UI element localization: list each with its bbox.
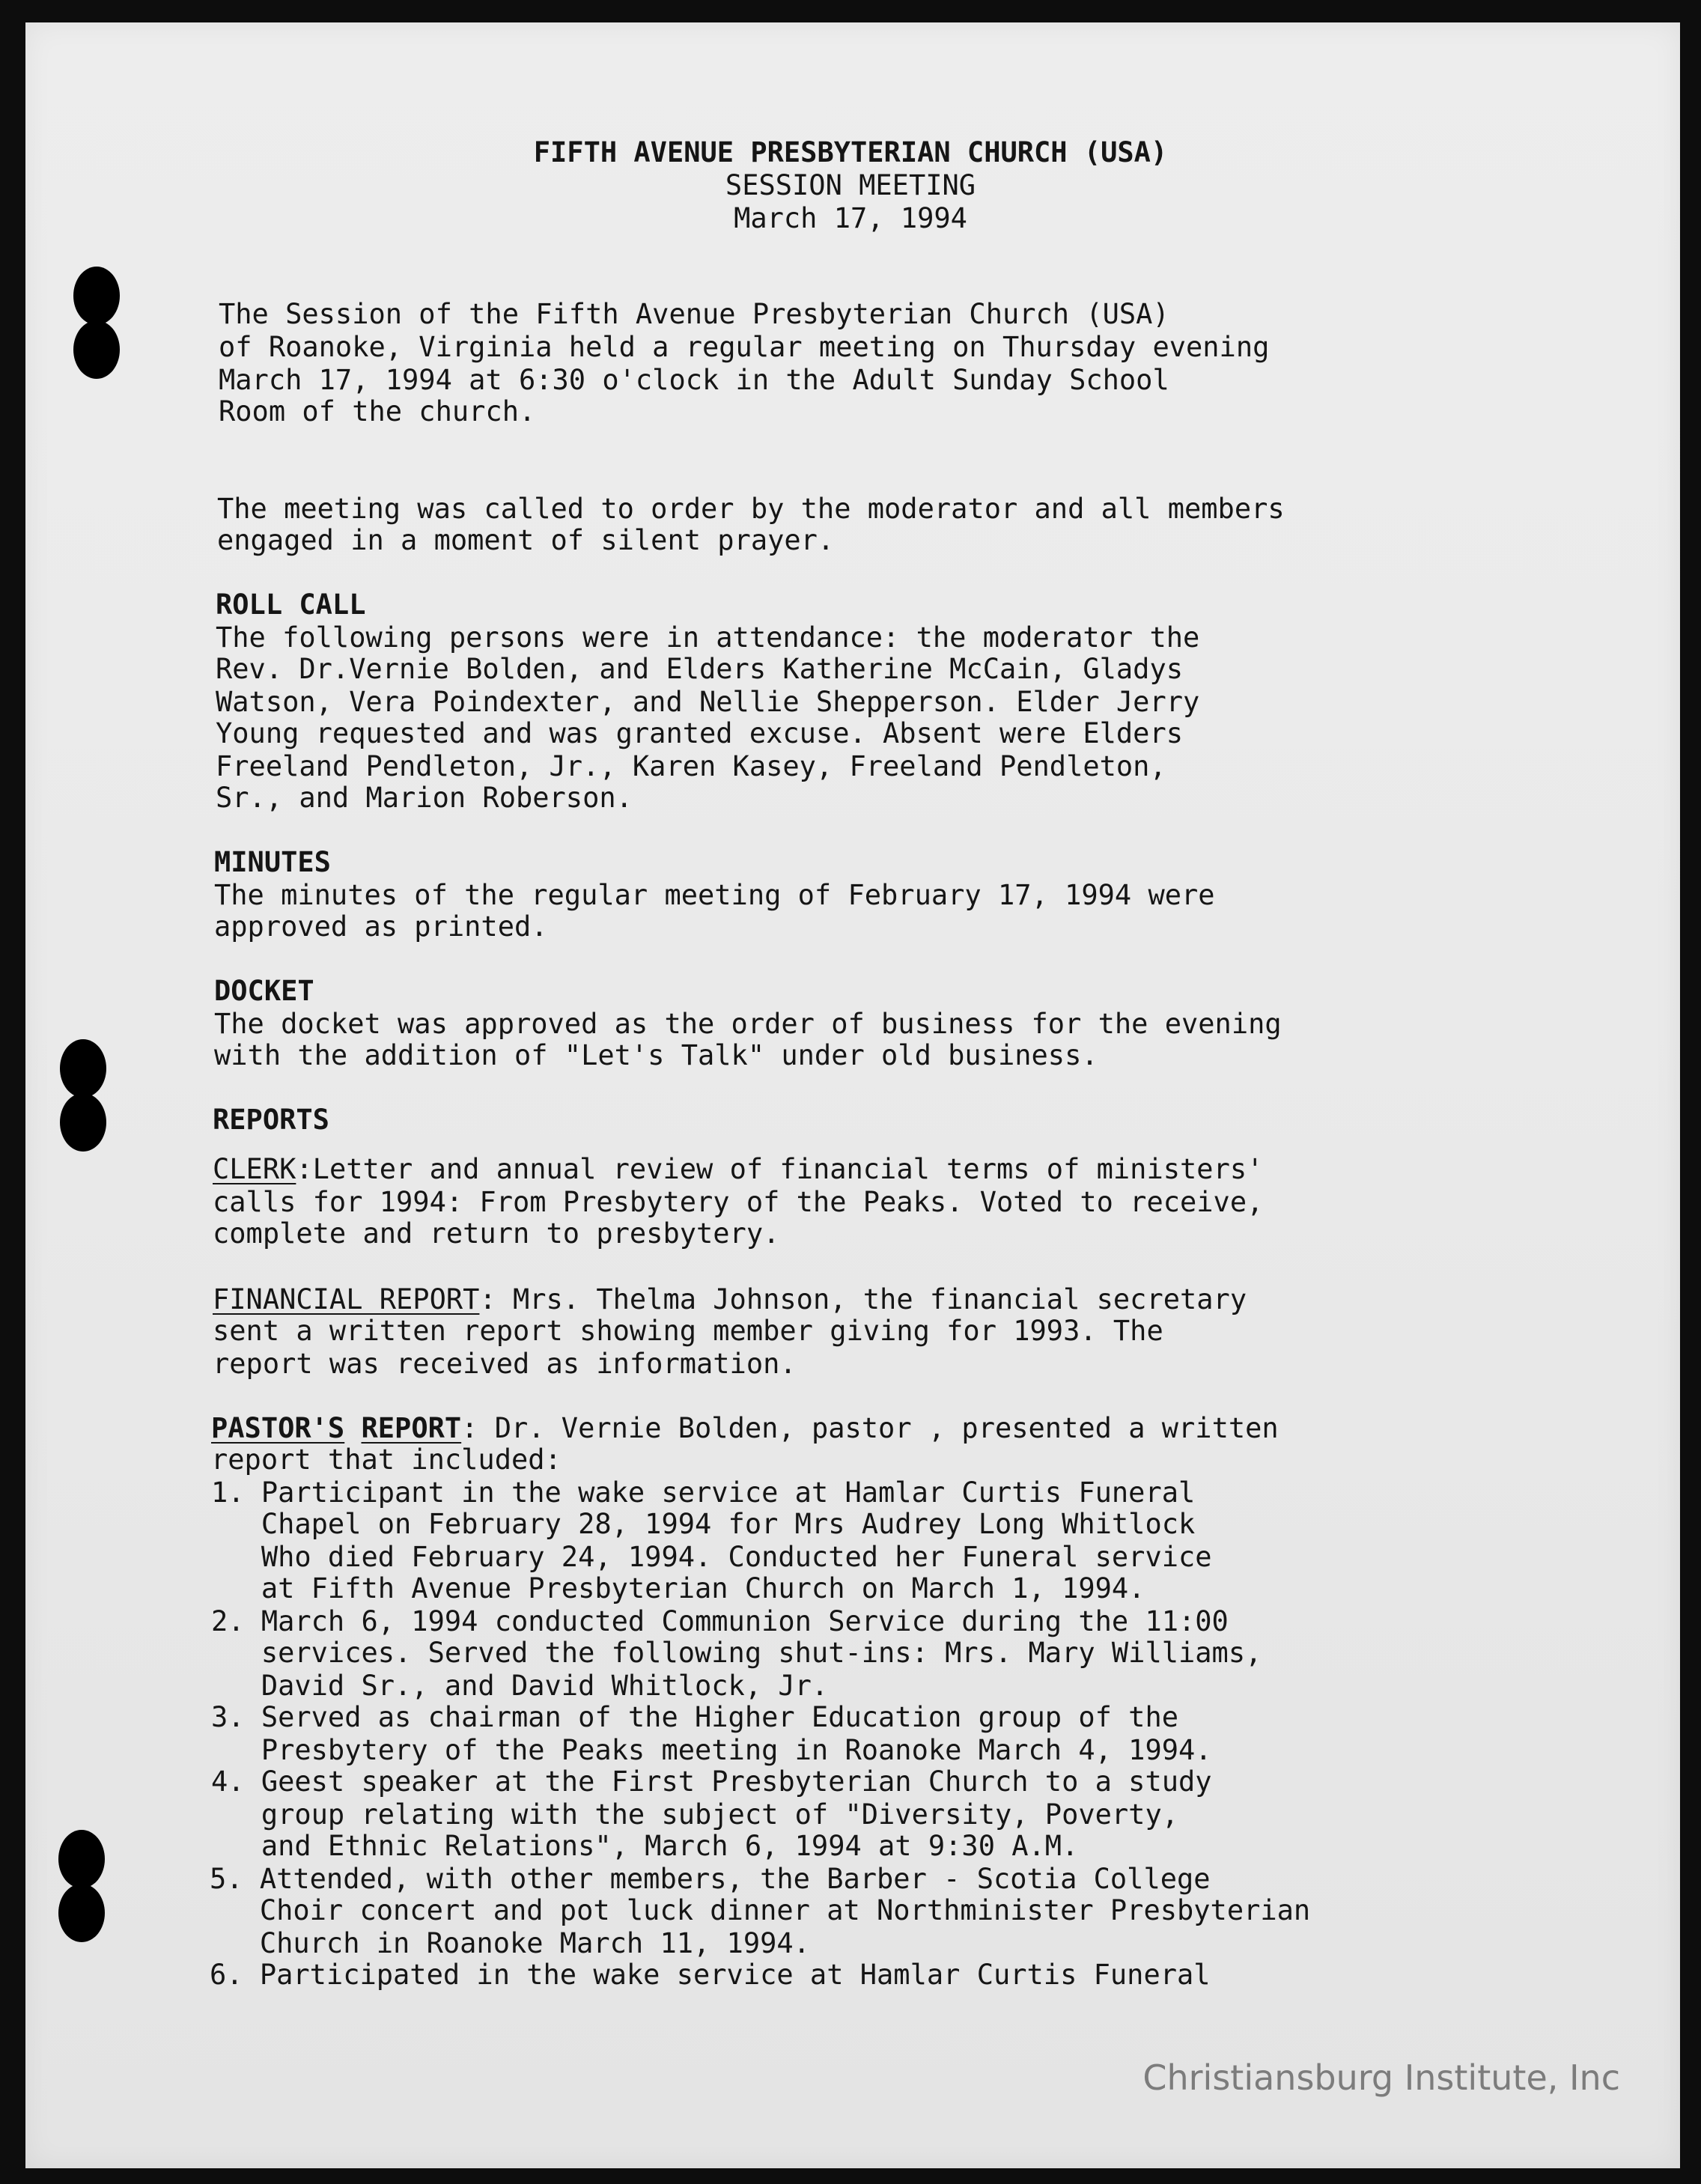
text-line: approved as printed. — [214, 910, 548, 943]
list-item-continued: at Fifth Avenue Presbyterian Church on March 1, 1994. — [211, 1572, 1145, 1604]
text-line: The following persons were in attendance: the moderator the — [216, 621, 1200, 654]
text-line: Young requested and was granted excuse. Absent were Elders — [216, 717, 1184, 749]
text-line: The Session of the Fifth Avenue Presbyterian Church (USA) — [219, 298, 1169, 330]
text-line: Freeland Pendleton, Jr., Karen Kasey, Freeland Pendleton, — [216, 750, 1166, 782]
punch-hole — [58, 1830, 105, 1942]
punch-hole — [73, 267, 120, 379]
text-line: The minutes of the regular meeting of February 17, 1994 were — [214, 879, 1215, 911]
list-item-continued: Chapel on February 28, 1994 for Mrs Audrey Long Whitlock — [211, 1508, 1196, 1540]
roll-call-heading: ROLL CALL — [216, 588, 366, 621]
watermark: Christiansburg Institute, Inc — [1142, 2057, 1620, 2098]
list-item-continued: David Sr., and David Whitlock, Jr. — [211, 1670, 829, 1702]
minutes-heading: MINUTES — [214, 846, 331, 878]
list-item: 2. March 6, 1994 conducted Communion Service during the 11:00 — [211, 1605, 1229, 1637]
text-line: Rev. Dr.Vernie Bolden, and Elders Katherine McCain, Gladys — [216, 653, 1184, 685]
pastor-report-label-a: PASTOR'S — [211, 1412, 345, 1444]
document-title: FIFTH AVENUE PRESBYTERIAN CHURCH (USA) — [533, 136, 1168, 168]
pastor-first-line: : Dr. Vernie Bolden, pastor , presented a written — [461, 1412, 1279, 1444]
list-item-continued: and Ethnic Relations", March 6, 1994 at 9:30 A.M. — [211, 1830, 1079, 1862]
list-item-continued: Choir concert and pot luck dinner at Northminister Presbyterian — [210, 1894, 1311, 1926]
text-line: engaged in a moment of silent prayer. — [217, 524, 835, 556]
pastor-report-label-b: REPORT — [361, 1412, 462, 1444]
punch-hole — [60, 1039, 106, 1152]
text-line: with the addition of "Let's Talk" under old business. — [214, 1039, 1098, 1071]
list-item-continued: group relating with the subject of "Diversity, Poverty, — [211, 1798, 1179, 1831]
text-line: calls for 1994: From Presbytery of the Peaks. Voted to receive, — [213, 1186, 1264, 1218]
docket-heading: DOCKET — [214, 975, 314, 1007]
text-line — [211, 1412, 1279, 1444]
text-line: report was received as information. — [213, 1348, 797, 1380]
text-line: complete and return to presbytery. — [213, 1217, 780, 1250]
list-item: 4. Geest speaker at the First Presbyterian Church to a study — [211, 1765, 1212, 1798]
text-line: Watson, Vera Poindexter, and Nellie Shepperson. Elder Jerry — [216, 686, 1200, 718]
document-date: March 17, 1994 — [734, 202, 967, 234]
list-item: 3. Served as chairman of the Higher Education group of the — [211, 1701, 1179, 1733]
financial-first-line: : Mrs. Thelma Johnson, the financial secretary — [479, 1283, 1247, 1315]
clerk-first-line: :Letter and annual review of financial terms of ministers' — [296, 1153, 1264, 1185]
text-line: The meeting was called to order by the moderator and all members — [217, 493, 1285, 525]
document-subtitle: SESSION MEETING — [725, 169, 976, 201]
financial-report-label: FINANCIAL REPORT — [213, 1283, 480, 1315]
list-item-continued: Presbytery of the Peaks meeting in Roanoke March 4, 1994. — [211, 1734, 1212, 1766]
list-item: 5. Attended, with other members, the Barber - Scotia College — [210, 1863, 1211, 1895]
list-item-continued: Church in Roanoke March 11, 1994. — [210, 1927, 810, 1959]
text-line — [213, 1283, 1247, 1315]
list-item: 6. Participated in the wake service at Hamlar Curtis Funeral — [210, 1959, 1211, 1991]
reports-heading: REPORTS — [213, 1104, 329, 1136]
text-line: report that included: — [211, 1444, 562, 1476]
text-line: March 17, 1994 at 6:30 o'clock in the Adult Sunday School — [219, 364, 1169, 396]
text-line: sent a written report showing member giving for 1993. The — [213, 1315, 1163, 1347]
list-item: 1. Participant in the wake service at Hamlar Curtis Funeral — [211, 1476, 1196, 1509]
text-line — [213, 1153, 1263, 1185]
text-line: of Roanoke, Virginia held a regular meeting on Thursday evening — [219, 331, 1270, 363]
text-line: Room of the church. — [219, 395, 536, 428]
list-item-continued: services. Served the following shut-ins: Mrs. Mary Williams, — [211, 1637, 1262, 1669]
clerk-label: CLERK — [213, 1153, 296, 1185]
list-item-continued: Who died February 24, 1994. Conducted her Funeral service — [211, 1541, 1212, 1573]
text-line: The docket was approved as the order of business for the evening — [214, 1008, 1282, 1040]
text-line: Sr., and Marion Roberson. — [216, 782, 633, 814]
